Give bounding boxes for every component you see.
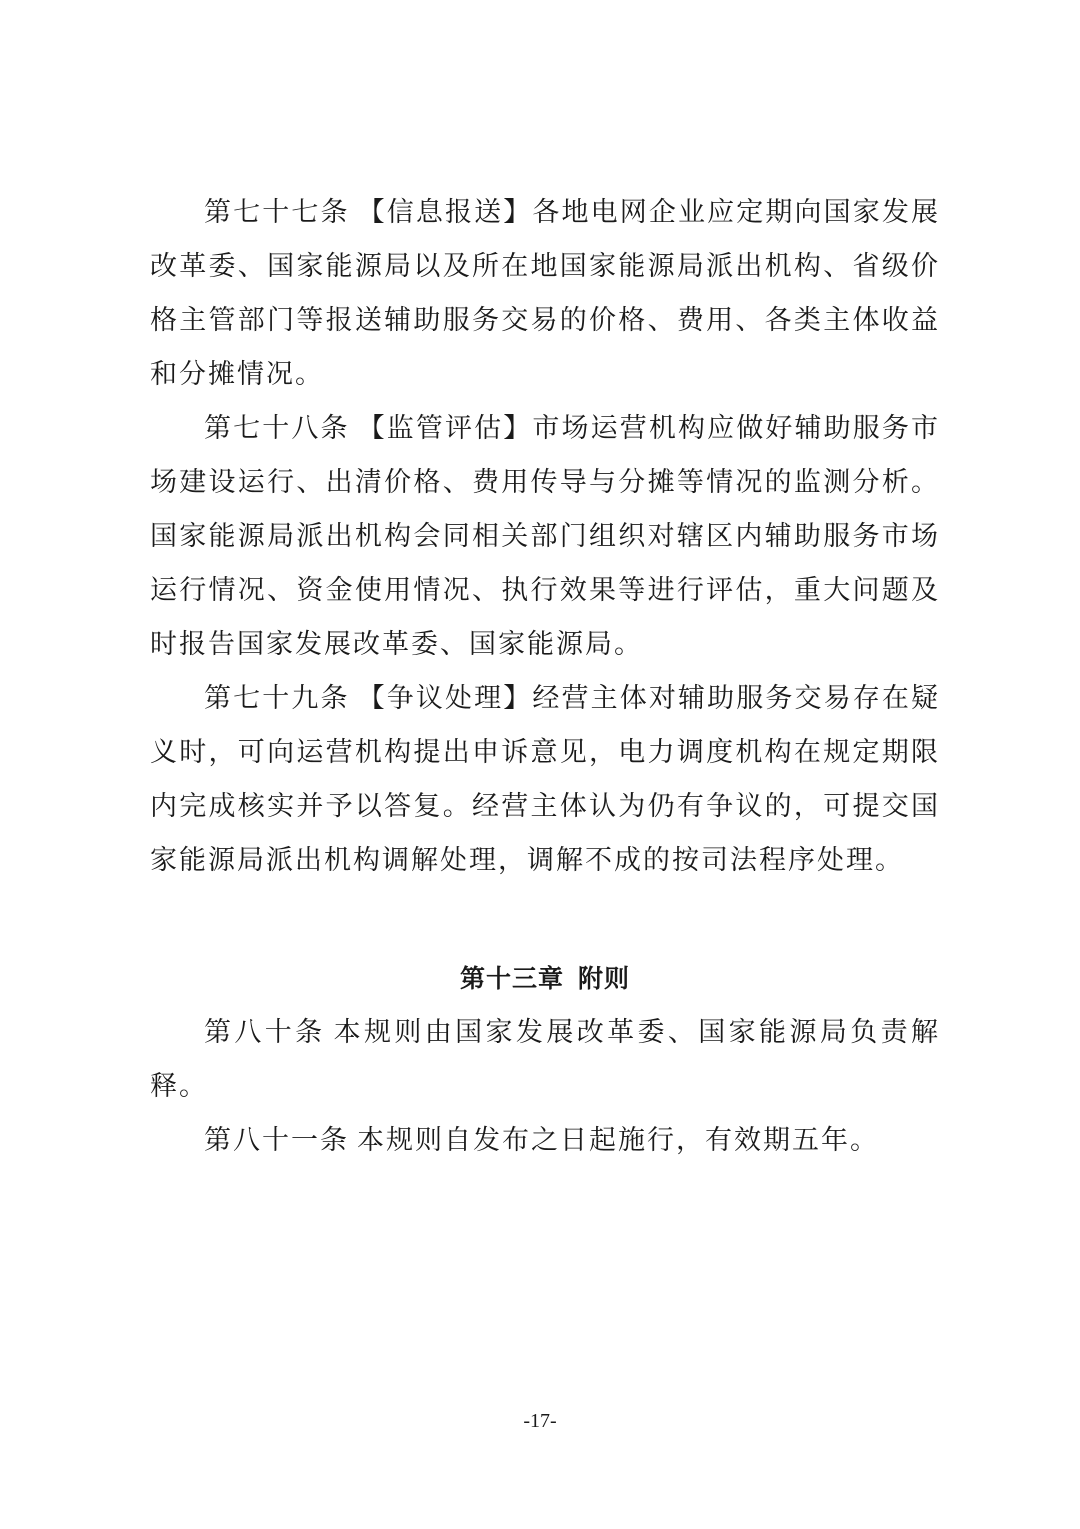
article-heading: 【监管评估】 <box>357 413 533 444</box>
chapter-heading <box>150 952 940 1006</box>
page-number: -17- <box>523 1410 557 1432</box>
article-text: 经营主体对辅助服务交易存在疑义时，可向运营机构提出申诉意见，电力调度机构在规定期限内完成核实并予以答复。经营主体认为仍有争议的，可提交国家能源局派出机构调解处理，调解不成的按司法程序处理。 <box>150 683 940 876</box>
chapter-title: 附则 <box>578 964 631 993</box>
article-77 <box>150 186 940 402</box>
article-heading: 【信息报送】 <box>357 197 533 228</box>
article-number: 第八十条 <box>204 1017 326 1048</box>
article-text: 市场运营机构应做好辅助服务市场建设运行、出清价格、费用传导与分摊等情况的监测分析。国家能源局派出机构会同相关部门组织对辖区内辅助服务市场运行情况、资金使用情况、执行效果等进行评估，重大问题及时报告国家发展改革委、国家能源局。 <box>150 413 940 660</box>
article-text: 各地电网企业应定期向国家发展改革委、国家能源局以及所在地国家能源局派出机构、省级价格主管部门等报送辅助服务交易的价格、费用、各类主体收益和分摊情况。 <box>150 197 940 390</box>
chapter-number: 第十三章 <box>459 964 564 993</box>
article-79 <box>150 672 940 888</box>
article-number: 第七十七条 <box>204 197 350 228</box>
article-78 <box>150 402 940 672</box>
article-text: 本规则自发布之日起施行，有效期五年。 <box>357 1125 879 1156</box>
page-content <box>150 186 940 1168</box>
article-heading: 【争议处理】 <box>357 683 533 714</box>
article-81 <box>150 1114 940 1168</box>
article-number: 第七十九条 <box>204 683 350 714</box>
article-number: 第八十一条 <box>204 1125 349 1156</box>
article-number: 第七十八条 <box>204 413 350 444</box>
article-80 <box>150 1006 940 1114</box>
article-text: 本规则由国家发展改革委、国家能源局负责解释。 <box>150 1017 941 1102</box>
